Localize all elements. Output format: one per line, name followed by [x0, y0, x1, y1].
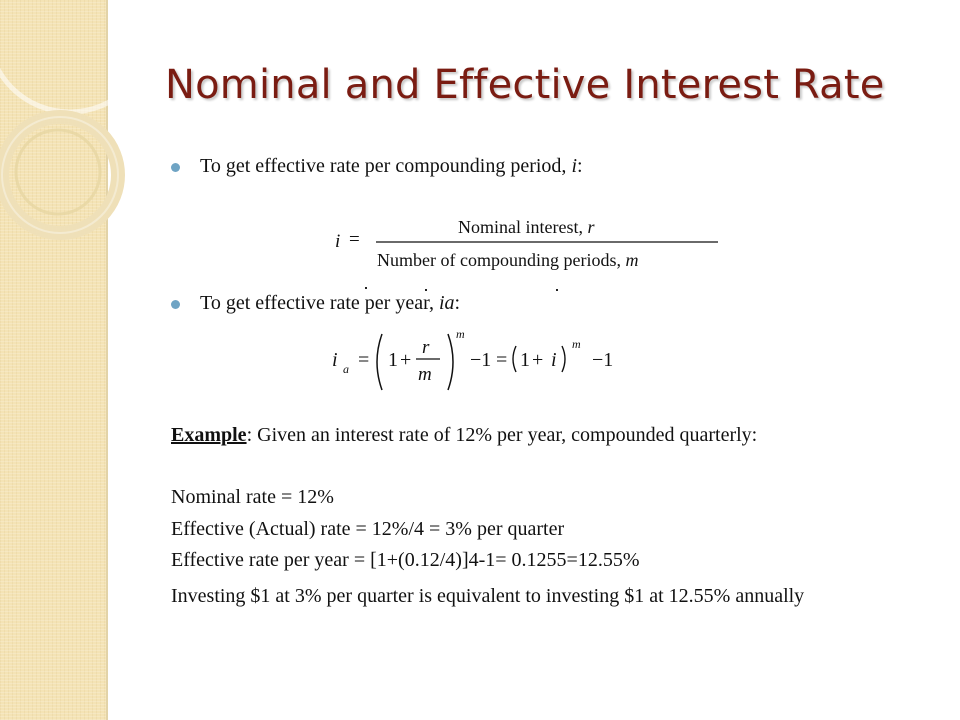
svg-text:−1: −1 — [470, 349, 492, 371]
svg-text:m: m — [572, 337, 581, 351]
bullet-variable: ia — [438, 292, 455, 314]
svg-text:+: + — [532, 349, 544, 371]
stray-mark — [556, 289, 558, 291]
svg-text:r: r — [422, 337, 430, 358]
svg-text:−1: −1 — [592, 349, 614, 371]
stray-mark — [365, 287, 367, 289]
effective-rate-line: Effective (Actual) rate = 12%/4 = 3% per quarter — [171, 518, 565, 540]
investing-equivalence-line: Investing $1 at 3% per quarter is equivalent to investing $1 at 12.55% annually — [171, 585, 805, 607]
svg-text:a: a — [343, 362, 349, 376]
svg-text:m: m — [456, 327, 465, 341]
svg-text:+: + — [400, 349, 412, 371]
bullet-suffix: : — [577, 155, 583, 177]
formula-lhs: i — [335, 231, 341, 252]
stray-mark — [425, 289, 427, 291]
svg-text:=: = — [496, 349, 508, 371]
paren-right — [448, 334, 453, 390]
svg-text:i: i — [551, 349, 557, 371]
formula-denominator: Number of compounding periods, m — [377, 250, 639, 270]
decorative-circles — [0, 0, 170, 320]
example-text: : Given an interest rate of 12% per year, compounded quarterly: — [246, 424, 758, 446]
example-intro — [171, 425, 891, 446]
bullet-text: To get effective rate per compounding period, — [200, 155, 572, 177]
slide-title: Nominal and Effective Interest Rate — [165, 62, 885, 108]
formula-numerator: Nominal interest, r — [458, 217, 595, 237]
bullet-dot — [171, 300, 180, 309]
svg-text:i: i — [332, 349, 338, 371]
svg-text:1: 1 — [388, 349, 398, 371]
svg-text:1: 1 — [520, 349, 530, 371]
svg-text:m: m — [418, 364, 432, 385]
formula-effective-rate-per-year — [330, 326, 630, 394]
svg-text:=: = — [358, 349, 370, 371]
bullet-dot — [171, 163, 180, 172]
bullet-text: To get effective rate per year, — [200, 292, 439, 314]
paren-left — [377, 334, 382, 390]
bullet-suffix: : — [454, 292, 461, 314]
bullet-variable: i — [571, 155, 577, 177]
formula-effective-rate-per-period — [333, 212, 718, 277]
effective-annual-rate-line: Effective rate per year = [1+(0.12/4)]4-1= 0.1255=12.55% — [171, 549, 640, 571]
formula-equals: = — [349, 229, 360, 250]
example-label: Example — [171, 424, 247, 446]
nominal-rate-line: Nominal rate = 12% — [171, 486, 334, 508]
